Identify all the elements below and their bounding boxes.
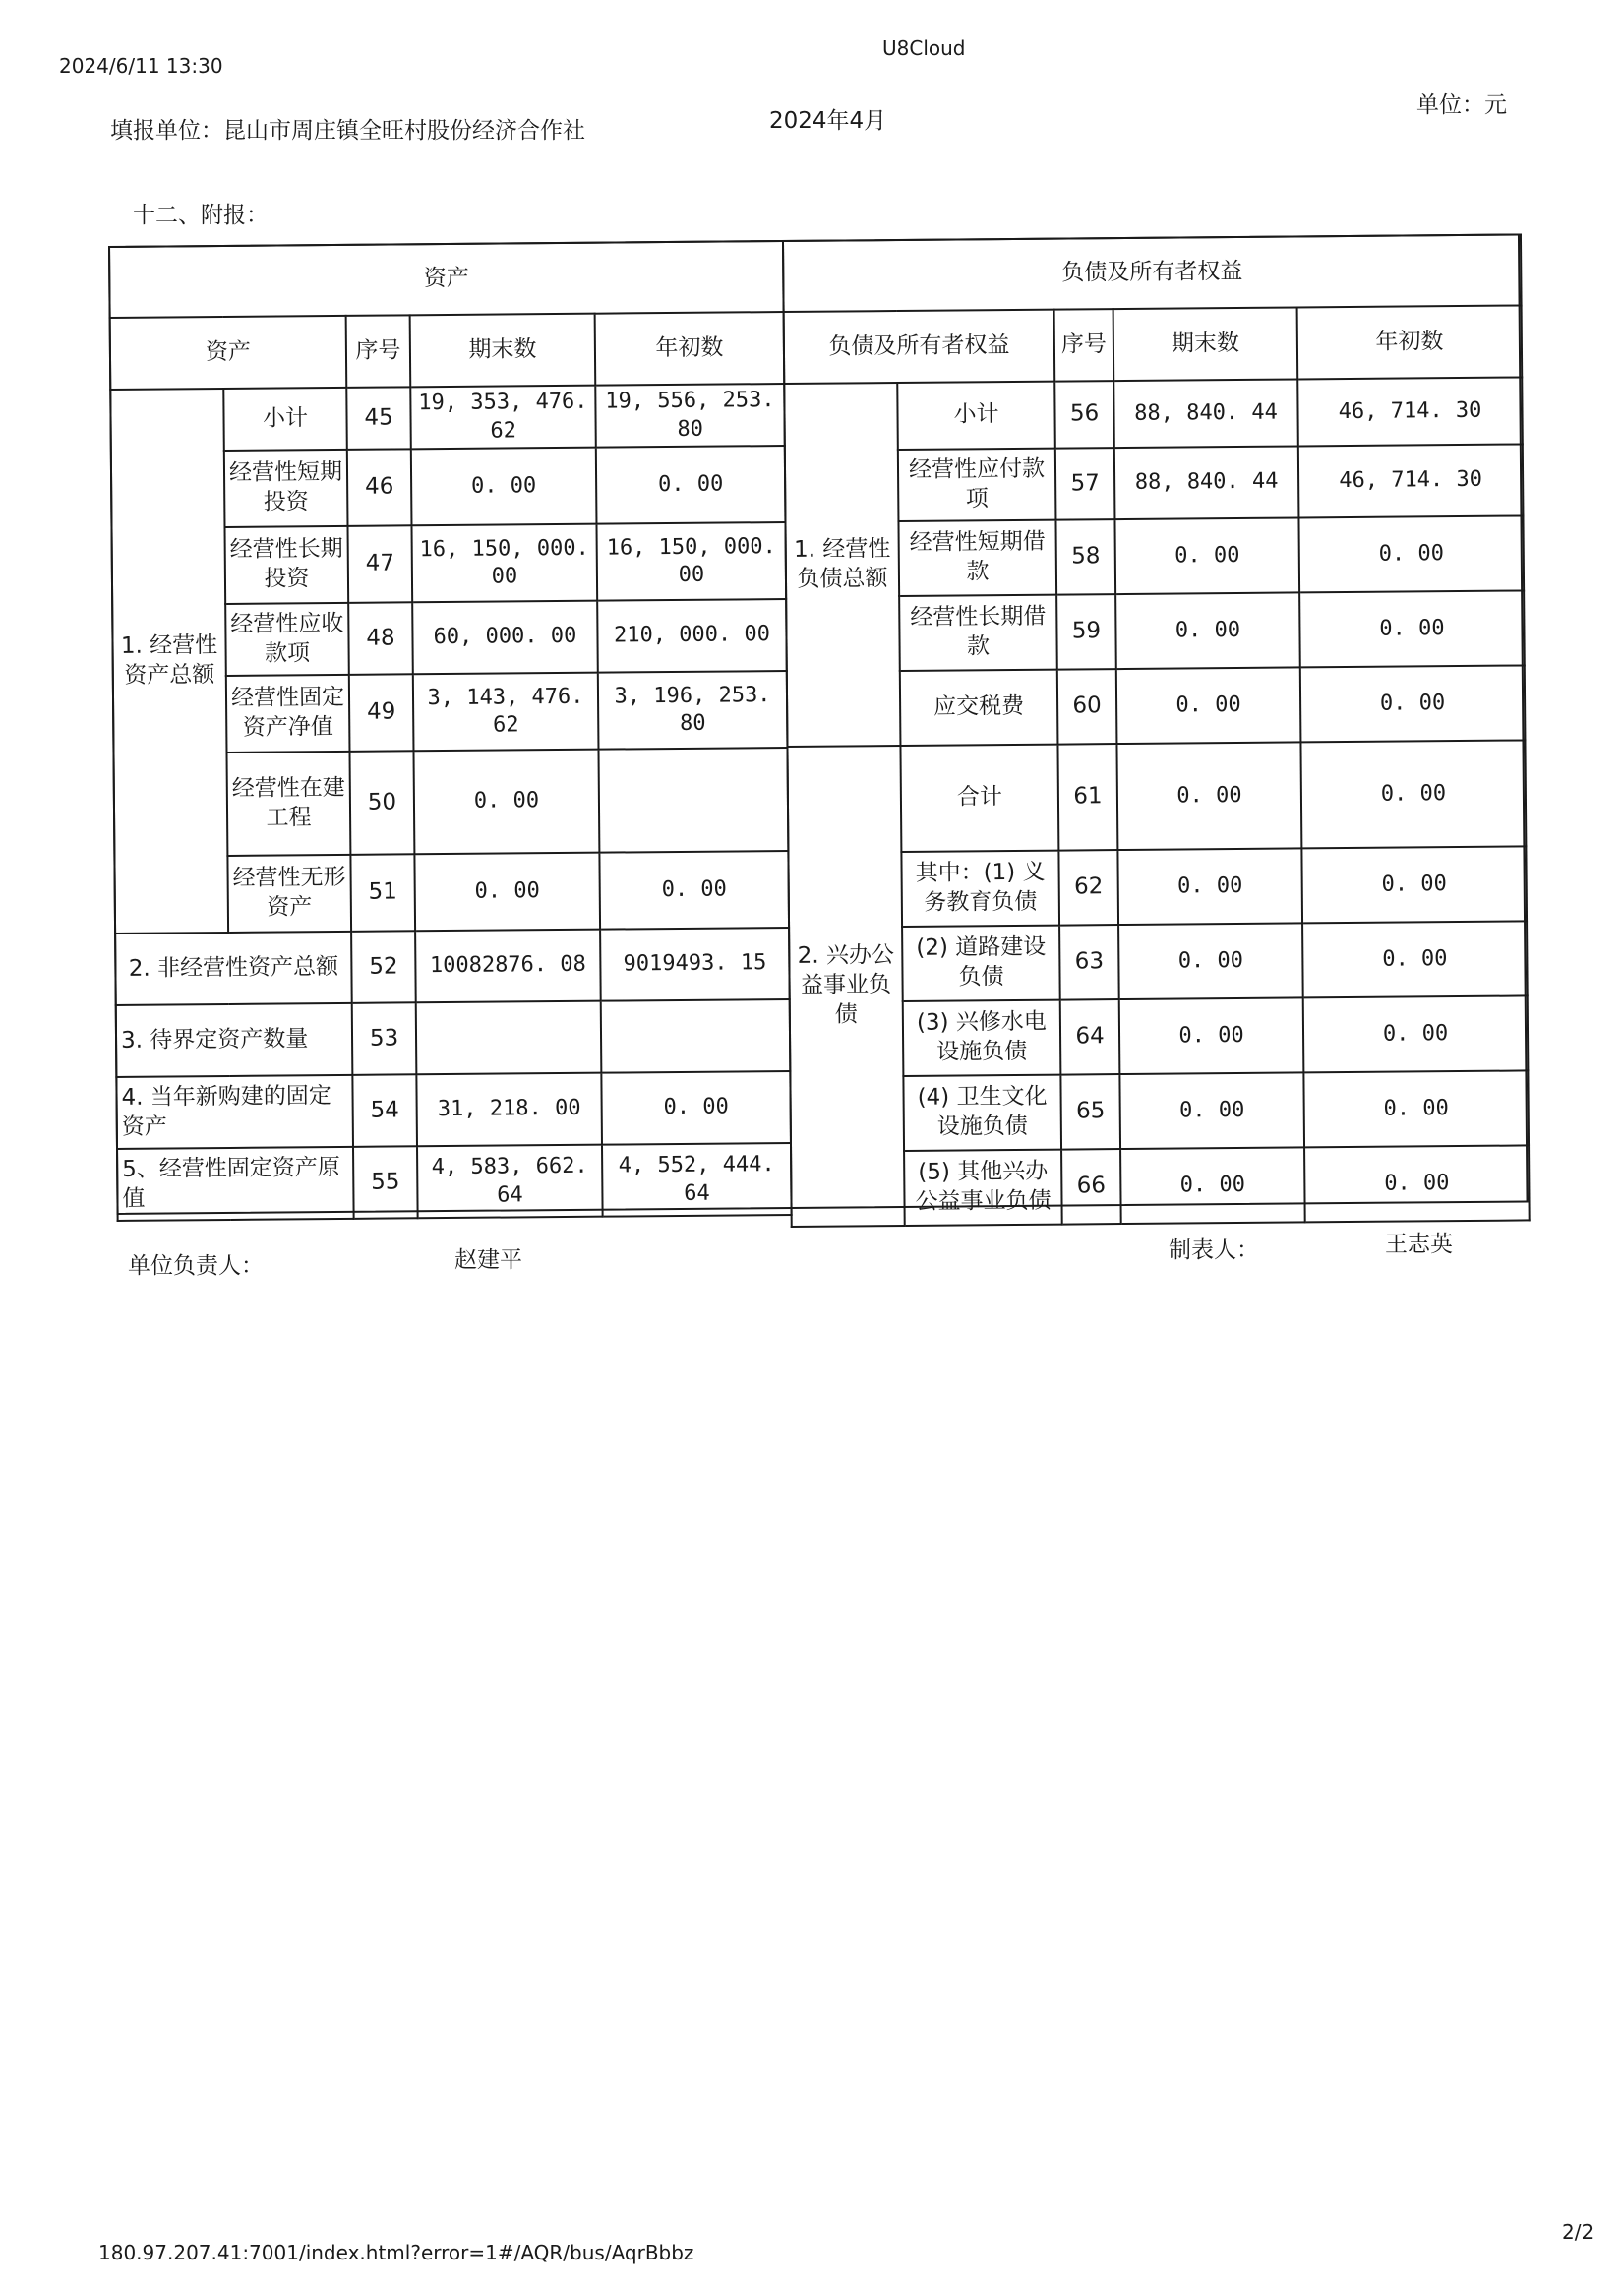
print-url: 180.97.207.41:7001/index.html?error=1#/AQR/bus/AqrBbbz	[98, 2241, 694, 2264]
section-title: 十二、附报：	[133, 203, 269, 228]
liabilities-col-end: 期末数	[1113, 307, 1298, 381]
asset-row-begin: 3, 196, 253. 80	[598, 671, 788, 750]
asset-row-end: 10082876. 08	[415, 930, 601, 1003]
liability-row-end: 0. 00	[1115, 592, 1300, 669]
liability-row-seq: 59	[1056, 594, 1116, 670]
liabilities-table	[782, 233, 1531, 1228]
asset-row-seq: 48	[348, 603, 413, 676]
asset-row-seq: 53	[352, 1002, 417, 1075]
liabilities-col-item: 负债及所有者权益	[784, 310, 1055, 384]
asset-row-end	[416, 1001, 602, 1075]
asset-row-name: 3. 待界定资产数量	[116, 1003, 353, 1077]
liability-row-end: 0. 00	[1118, 923, 1303, 999]
asset-row-end: 3, 143, 476. 62	[413, 673, 599, 752]
liability-row-begin: 0. 00	[1300, 665, 1526, 742]
liability-row-begin: 0. 00	[1300, 740, 1526, 848]
liability-row-name: (2) 道路建设负债	[902, 926, 1060, 1001]
liability-row-end: 88, 840. 44	[1114, 446, 1299, 519]
preparer-name: 王志英	[1385, 1232, 1453, 1257]
liability-row-begin: 0. 00	[1301, 846, 1527, 923]
asset-row-seq: 51	[350, 854, 415, 932]
asset-row-seq: 55	[353, 1146, 418, 1219]
liability-row-end: 0. 00	[1119, 1072, 1304, 1149]
asset-row-end: 60, 000. 00	[412, 601, 598, 675]
currency-unit: 单位：元	[1416, 92, 1507, 118]
asset-row-begin: 0. 00	[599, 851, 789, 930]
liability-row-end: 0. 00	[1117, 848, 1302, 925]
asset-row-seq: 50	[349, 751, 414, 855]
liability-row-name: 合计	[900, 745, 1058, 852]
liability-row-begin: 0. 00	[1298, 515, 1524, 592]
asset-row-begin: 0. 00	[596, 446, 786, 524]
preparer-label: 制表人：	[1169, 1237, 1259, 1263]
app-name: U8Cloud	[882, 36, 966, 60]
asset-row-seq: 49	[349, 675, 414, 753]
asset-row-seq: 45	[346, 387, 411, 450]
liability-row-end: 0. 00	[1120, 1147, 1305, 1224]
liability-row-end: 0. 00	[1119, 997, 1304, 1074]
asset-row-end: 4, 583, 662. 64	[417, 1145, 603, 1219]
liability-row-name: 应交税费	[900, 670, 1058, 746]
liabilities-group-public: 2. 兴办公益事业负债	[787, 746, 904, 1227]
liability-row-name: (4) 卫生文化设施负债	[903, 1075, 1061, 1151]
report-period: 2024年4月	[769, 108, 887, 134]
liability-row-seq: 62	[1058, 850, 1118, 926]
asset-row-begin: 9019493. 15	[600, 928, 790, 1001]
assets-section-header: 资产	[109, 241, 784, 318]
liability-row-seq: 56	[1054, 381, 1114, 449]
asset-row-begin	[601, 999, 791, 1073]
liability-row-begin: 0. 00	[1303, 1070, 1529, 1147]
liability-row-end: 0. 00	[1114, 517, 1299, 594]
liability-row-seq: 66	[1061, 1149, 1121, 1225]
asset-row-end: 0. 00	[413, 750, 599, 855]
liability-row-end: 0. 00	[1116, 742, 1301, 850]
liability-row-end: 0. 00	[1116, 667, 1301, 744]
unit-head-label: 单位负责人：	[128, 1253, 264, 1279]
asset-row-name: 5、经营性固定资产原值	[117, 1147, 354, 1221]
assets-table	[108, 240, 793, 1222]
asset-row-begin: 0. 00	[601, 1071, 791, 1145]
liability-row-seq: 60	[1057, 669, 1117, 745]
liability-row-begin: 0. 00	[1302, 921, 1528, 997]
asset-row-end: 0. 00	[414, 853, 600, 932]
asset-row-seq: 52	[351, 931, 416, 1003]
liability-row-name: 经营性应付款项	[898, 449, 1056, 521]
asset-row-begin: 19, 556, 253. 80	[595, 384, 785, 448]
liabilities-col-begin: 年初数	[1297, 305, 1523, 379]
asset-row-begin	[598, 748, 788, 853]
reporting-unit: 填报单位：昆山市周庄镇全旺村股份经济合作社	[110, 118, 585, 144]
liabilities-section-header: 负债及所有者权益	[783, 234, 1522, 312]
liability-row-name: 经营性短期借款	[898, 520, 1056, 596]
asset-row-name: 经营性短期投资	[224, 450, 348, 527]
assets-col-end: 期末数	[410, 314, 596, 388]
liability-row-begin: 46, 714. 30	[1298, 444, 1524, 517]
liability-row-name: 其中：(1) 义务教育负债	[901, 851, 1059, 927]
liability-row-name: 小计	[897, 382, 1055, 450]
liability-row-name: 经营性长期借款	[899, 595, 1057, 671]
page-number: 2/2	[1562, 2220, 1594, 2244]
unit-head-name: 赵建平	[454, 1247, 522, 1273]
liability-row-seq: 65	[1060, 1074, 1120, 1150]
assets-col-seq: 序号	[346, 315, 411, 388]
liability-row-begin: 0. 00	[1304, 1145, 1530, 1222]
asset-row-name: 经营性应收款项	[225, 603, 349, 676]
asset-row-name: 经营性无形资产	[227, 855, 351, 933]
asset-row-end: 31, 218. 00	[416, 1073, 602, 1147]
liability-row-begin: 0. 00	[1303, 995, 1529, 1072]
assets-col-item: 资产	[110, 316, 347, 390]
liability-row-end: 88, 840. 44	[1113, 379, 1298, 448]
asset-row-begin: 4, 552, 444. 64	[602, 1143, 792, 1217]
liability-row-name: (5) 其他兴办公益事业负债	[904, 1150, 1062, 1226]
asset-row-end: 0. 00	[411, 448, 597, 526]
liability-row-seq: 63	[1059, 925, 1119, 1000]
liability-row-seq: 58	[1055, 519, 1115, 595]
asset-row-name: 4. 当年新购建的固定资产	[116, 1075, 353, 1149]
liability-row-name: (3) 兴修水电设施负债	[903, 1000, 1061, 1076]
print-datetime: 2024/6/11 13:30	[59, 54, 223, 78]
asset-row-seq: 47	[347, 526, 412, 604]
asset-row-begin: 16, 150, 000. 00	[596, 522, 786, 601]
liability-row-seq: 57	[1055, 448, 1115, 520]
attachment-table	[108, 233, 1529, 1214]
asset-row-end: 16, 150, 000. 00	[411, 524, 597, 603]
liability-row-seq: 61	[1057, 744, 1117, 851]
asset-row-begin: 210, 000. 00	[597, 599, 787, 673]
asset-row-name: 2. 非经营性资产总额	[115, 932, 352, 1005]
liabilities-group-operating: 1. 经营性负债总额	[784, 383, 900, 747]
asset-row-name: 经营性长期投资	[225, 526, 349, 604]
asset-row-name: 经营性在建工程	[227, 752, 351, 856]
assets-group-operating: 1. 经营性资产总额	[110, 389, 228, 934]
liabilities-col-seq: 序号	[1054, 309, 1114, 382]
asset-row-seq: 54	[352, 1074, 417, 1147]
assets-col-begin: 年初数	[595, 312, 785, 386]
asset-row-seq: 46	[347, 450, 412, 527]
asset-row-name: 小计	[223, 388, 347, 451]
asset-row-name: 经营性固定资产净值	[226, 675, 350, 753]
asset-row-end: 19, 353, 476. 62	[410, 386, 596, 450]
liability-row-seq: 64	[1060, 999, 1120, 1075]
liability-row-begin: 0. 00	[1299, 590, 1525, 667]
liability-row-begin: 46, 714. 30	[1297, 377, 1523, 446]
